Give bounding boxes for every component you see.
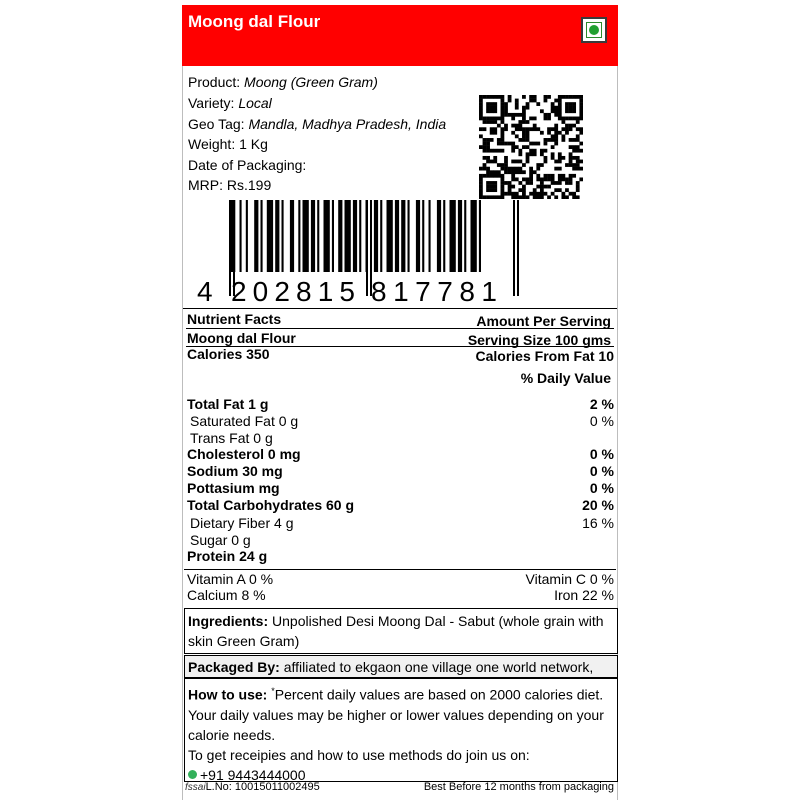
license-number: L.No: 10015011002495 xyxy=(205,781,320,793)
how-to-use-text: Percent daily values are based on 2000 calories diet. Your daily values may be higher or lower values depending on your calorie needs. xyxy=(188,686,604,743)
packaging-date-line: Date of Packaging: xyxy=(188,157,307,173)
calories: Calories 350 xyxy=(187,346,270,362)
geo-tag-line xyxy=(188,114,446,134)
calcium: Calcium 8 % xyxy=(187,587,266,603)
barcode-digit-lead: 4 xyxy=(197,276,213,304)
packaged-by-label: Packaged By: xyxy=(188,659,280,675)
vitamin-c: Vitamin C 0 % xyxy=(525,571,614,587)
nutrient-daily-value: 0 % xyxy=(589,413,614,429)
phone-number[interactable]: +91 9443444000 xyxy=(200,766,306,783)
nutrition-title: Nutrient Facts xyxy=(187,311,282,327)
how-to-use-box xyxy=(184,678,618,782)
geo-value: Mandla, Madhya Pradesh, India xyxy=(248,116,447,132)
footnote-asterisk: * xyxy=(271,686,275,696)
iron: Iron 22 % xyxy=(554,587,614,603)
packaged-by-box xyxy=(184,655,618,678)
product-key: Product: xyxy=(188,74,241,90)
product-line xyxy=(188,72,378,92)
nutrient-daily-value: 16 % xyxy=(582,515,614,531)
nutrient-daily-value: 0 % xyxy=(589,446,614,462)
vitamin-a: Vitamin A 0 % xyxy=(187,571,274,587)
barcode xyxy=(195,200,525,304)
header-banner xyxy=(182,5,618,66)
nutrient-name: Dietary Fiber 4 g xyxy=(190,515,294,531)
veg-mark-icon xyxy=(581,17,607,43)
whatsapp-icon xyxy=(188,770,197,779)
nutrient-daily-value: 0 % xyxy=(589,463,614,479)
variety-line xyxy=(188,93,272,113)
product-value: Moong (Green Gram) xyxy=(244,74,378,90)
best-before: Best Before 12 months from packaging xyxy=(423,781,614,793)
nutrient-name: Protein 24 g xyxy=(187,548,268,564)
nutrient-daily-value: 20 % xyxy=(582,497,614,513)
variety-key: Variety: xyxy=(188,95,235,111)
variety-value: Local xyxy=(238,95,272,111)
nutrient-name: Pottasium mg xyxy=(187,480,280,496)
calories-from-fat: Calories From Fat 10 xyxy=(475,348,614,364)
ingredients-text: Unpolished Desi Moong Dal - Sabut (whole grain with skin Green Gram) xyxy=(188,613,604,649)
fssai-logo: fssai xyxy=(185,782,206,793)
packaged-by-text: affiliated to ekgaon one village one world network, xyxy=(283,659,594,675)
nutrient-name: Total Fat 1 g xyxy=(187,396,269,412)
weight-line: Weight: 1 Kg xyxy=(188,136,268,152)
barcode-digits-left: 202815 xyxy=(231,276,355,304)
nutrient-name: Trans Fat 0 g xyxy=(190,430,273,446)
amount-per-serving: Amount Per Serving xyxy=(476,313,611,329)
nutrient-name: Sodium 30 mg xyxy=(187,463,283,479)
license-line xyxy=(185,781,320,793)
nutrient-daily-value: 2 % xyxy=(589,396,614,412)
barcode-digits-right: 817781 xyxy=(371,276,497,304)
nutrition-product: Moong dal Flour xyxy=(187,330,296,346)
nutrient-name: Total Carbohydrates 60 g xyxy=(187,497,355,513)
nutrient-name: Sugar 0 g xyxy=(190,532,251,548)
serving-size: Serving Size 100 gms xyxy=(467,332,611,348)
product-title: Moong dal Flour xyxy=(188,12,321,31)
geo-key: Geo Tag: xyxy=(188,116,245,132)
nutrient-name: Saturated Fat 0 g xyxy=(190,413,299,429)
nutrient-name: Cholesterol 0 mg xyxy=(187,446,301,462)
nutrient-daily-value: 0 % xyxy=(589,480,614,496)
mrp-line: MRP: Rs.199 xyxy=(188,177,272,193)
qr-code-icon xyxy=(479,95,583,199)
daily-value-heading: % Daily Value xyxy=(520,370,611,386)
ingredients-label: Ingredients: xyxy=(188,613,269,629)
join-text: To get receipies and how to use methods do join us on: xyxy=(188,746,530,763)
how-to-use-label: How to use: xyxy=(188,686,268,703)
ingredients-box xyxy=(184,608,618,654)
